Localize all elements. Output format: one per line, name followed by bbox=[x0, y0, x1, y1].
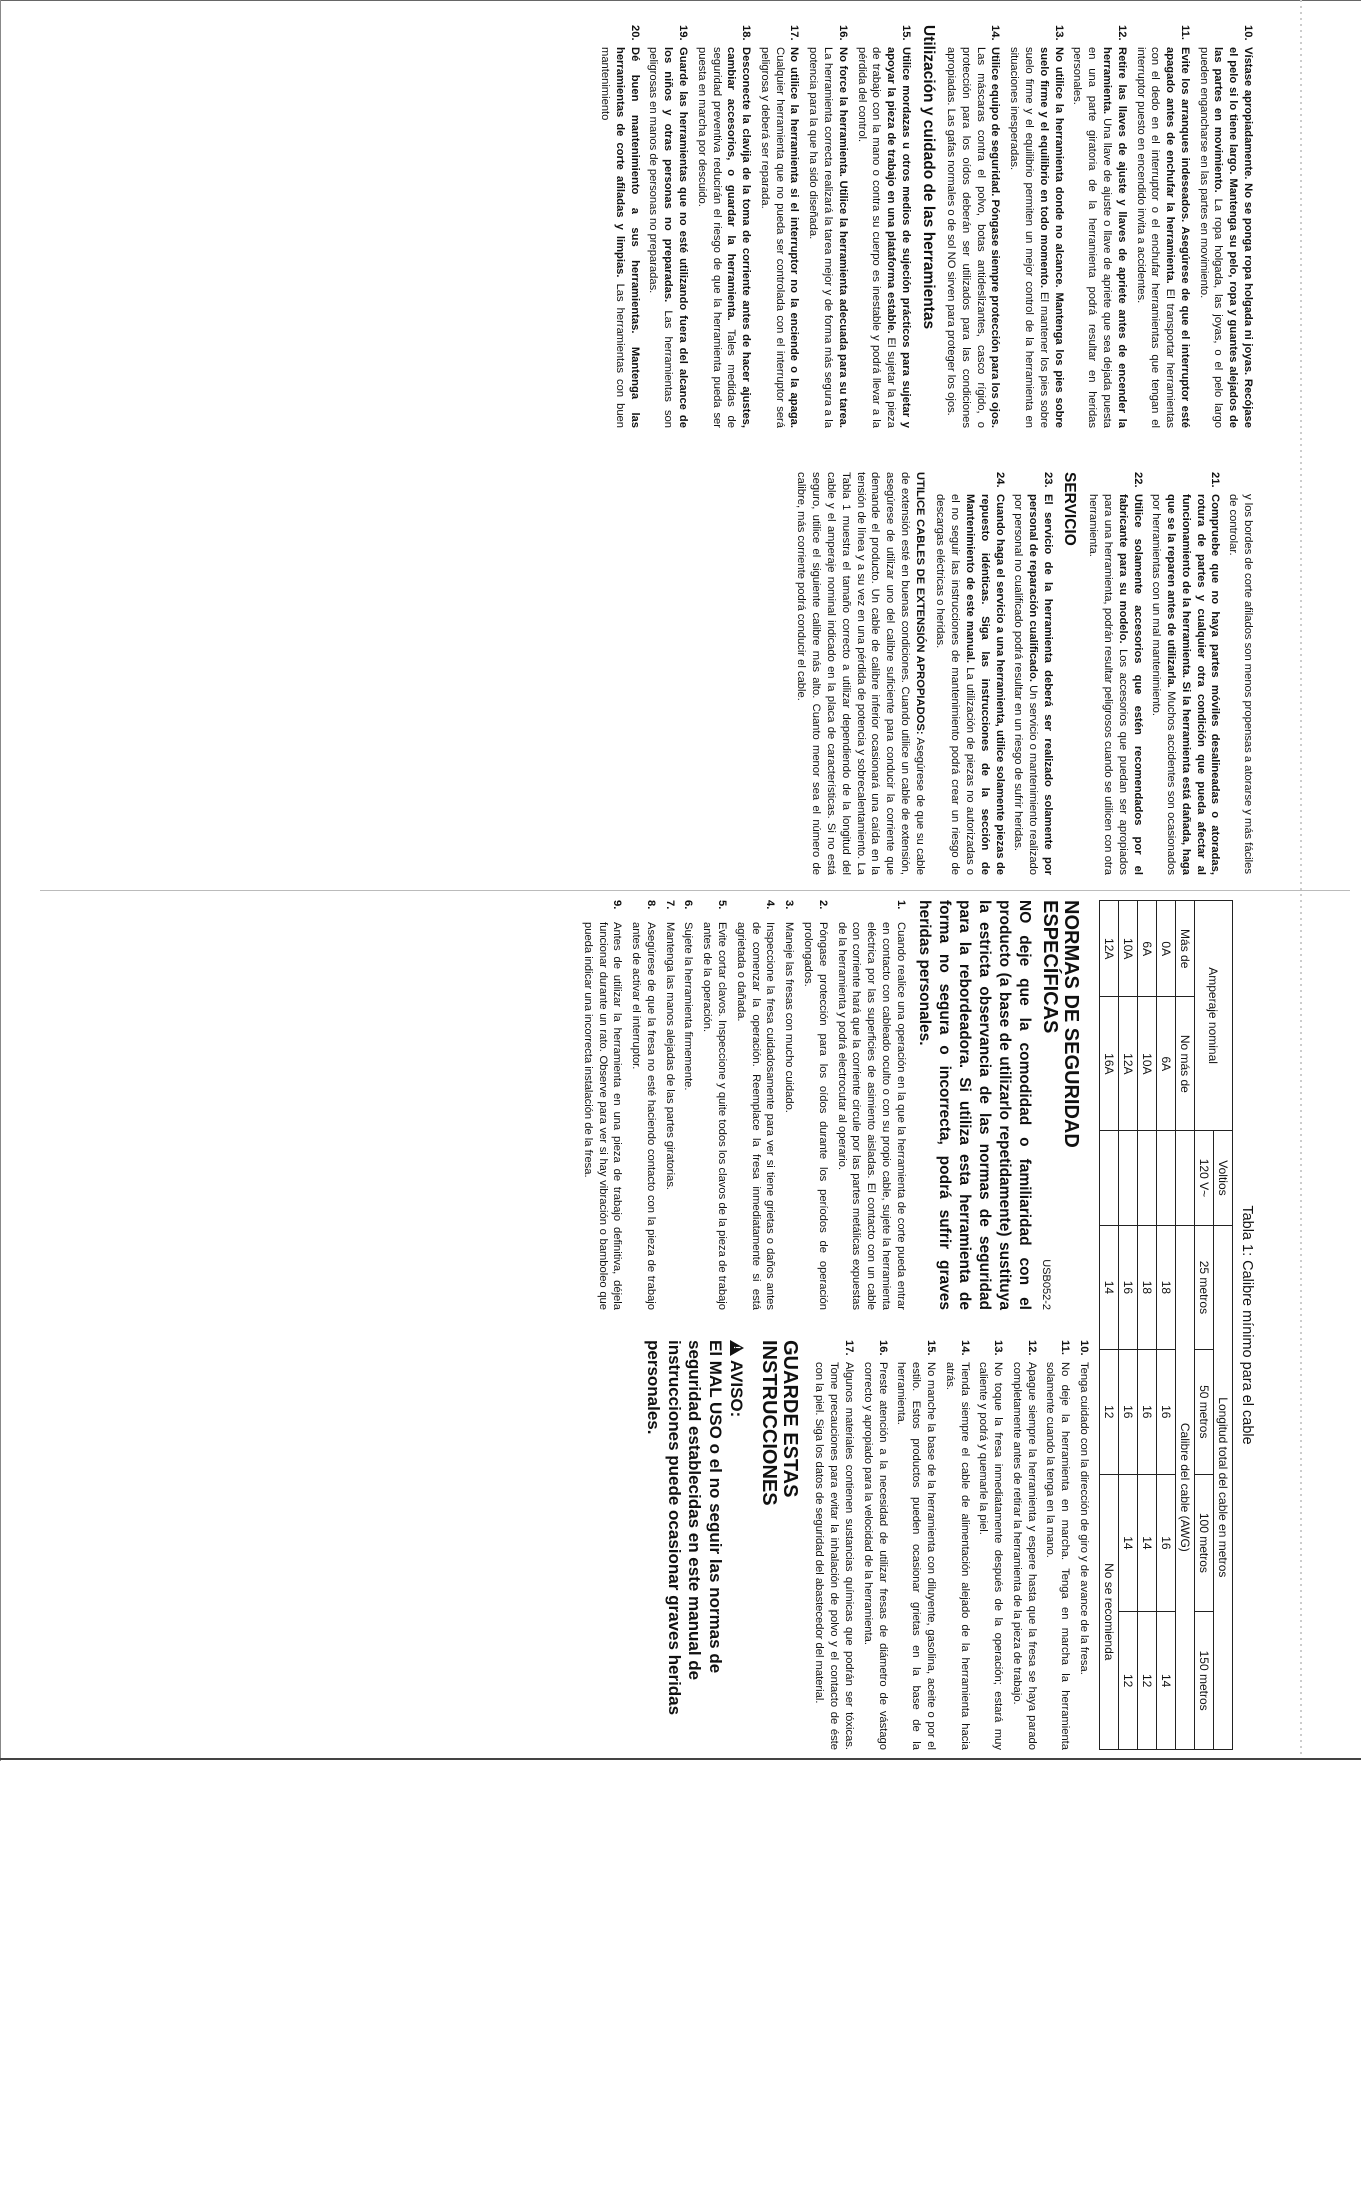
list-item-number: 18. bbox=[740, 25, 753, 41]
list-item bbox=[1009, 1340, 1039, 1750]
list-item-text bbox=[757, 47, 801, 428]
list-item-text: Tenga cuidado con la dirección de giro y de avance de la fresa. bbox=[1078, 1362, 1090, 1675]
list-item bbox=[1076, 1340, 1091, 1750]
list-item-body: El transportar herramientas con el dedo en el interruptor o el enchufar herramientas que tengan el interruptor puesto en encendido invita a accidentes. bbox=[1134, 47, 1177, 428]
list-item-text bbox=[597, 47, 641, 428]
list-item-body: El mantener los pies sobre suelo firme y el equilibrio permiten un mejor control de la herramienta en situaciones inesperadas. bbox=[1008, 47, 1050, 429]
list-item-body: El sujetar la pieza de trabajo con la mano o contra su cuerpo es inestable y podrá llevar a la pérdida del control. bbox=[855, 47, 898, 428]
list-item-number: 1. bbox=[894, 900, 907, 910]
list-item bbox=[860, 1340, 890, 1750]
list-item bbox=[733, 900, 777, 1310]
list-item-text bbox=[1133, 47, 1192, 428]
th-amperaje: Amperaje nominal bbox=[1195, 901, 1233, 1131]
list-item-text bbox=[1196, 47, 1255, 428]
list-item-number: 17. bbox=[843, 1340, 856, 1356]
list-item-body: Muchos accidentes son ocasionados por herramientas con un mal mantenimiento. bbox=[1150, 494, 1178, 875]
list-item-body: Las herramientas con buen mantenimiento bbox=[599, 47, 626, 428]
list-item-text bbox=[933, 494, 1007, 875]
list-item-bold: No utilice la herramienta donde no alcance. Mantenga los pies sobre suelo firme y el equilibrio en todo momento. bbox=[1037, 47, 1065, 428]
cables-text: Asegúrese de que su cable de extensión esté en buenas condiciones. Cuando utilice un cable de extensión, asegúrese de utilizar uno del calibre suficiente para conducir la corriente que demande el producto. Un cable de calibre inferior ocasionará una caída en la tensión de línea y a su vez en una pérdida de potencia y sobrecalentamiento. La Tabla 1 muestra el tamaño correcto a utilizar dependiendo de la longitud del cable y el amperaje nominal indicado en la placa de características. Si no está seguro, utilice el siguiente calibre más alto. Cuanto menor sea el número de calibre, más corriente podrá conducir el cable. bbox=[795, 472, 926, 875]
list-item-text bbox=[1011, 494, 1055, 875]
table-cell: 0A bbox=[1157, 901, 1176, 997]
th-len-25: 25 metros bbox=[1195, 1225, 1214, 1349]
table-cell: 14 bbox=[1138, 1474, 1157, 1612]
table-cell: 12 bbox=[1100, 1350, 1119, 1474]
list-item-number: 21. bbox=[1209, 472, 1222, 488]
aviso-text: El MAL USO o el no seguir las normas de seguridad establecidas en este manual de instrucciones puede ocasionar graves heridas personales. bbox=[643, 1340, 725, 1716]
list-item-body: Cualquier herramienta que no pueda ser controlada con el interruptor será peligrosa y deberá ser reparada. bbox=[758, 47, 786, 428]
table-cell: 16A bbox=[1100, 997, 1119, 1131]
list-item-number: 2. bbox=[816, 900, 829, 910]
table-cell: 12 bbox=[1138, 1612, 1157, 1750]
page19-column-1 bbox=[576, 900, 1091, 1310]
table-cell: 16 bbox=[1157, 1474, 1176, 1612]
list-item-bold: Retire las llaves de ajuste y llaves de apriete antes de encender la herramienta. bbox=[1100, 47, 1128, 428]
guarde-line1: GUARDE ESTAS bbox=[778, 1340, 801, 1498]
list-item-text: Algunos materiales contienen sustancias químicas que podrán ser tóxicas. Tome precauciones para evitar la inhalación de polvo y el contacto de éste con la piel. Siga los datos de seguridad del abastecedor del material. bbox=[813, 1362, 856, 1750]
scan-dotted-edge bbox=[1300, 0, 1302, 1761]
th-len-100: 100 metros bbox=[1195, 1474, 1214, 1612]
table-cell: 14 bbox=[1119, 1474, 1138, 1612]
list-item bbox=[942, 1340, 972, 1750]
table-cell-blank bbox=[1138, 1131, 1157, 1226]
list-item-number: 14. bbox=[958, 1340, 971, 1356]
list-item bbox=[1043, 1340, 1073, 1750]
norm-title-line2: ESPECÍFICAS bbox=[1039, 900, 1061, 1034]
page19-list-2 bbox=[812, 1340, 1091, 1750]
th-volt-value: 120 V~ bbox=[1195, 1131, 1214, 1226]
table-cell: 18 bbox=[1138, 1225, 1157, 1349]
list-item-bold: Vístase apropiadamente. No se ponga ropa holgada ni joyas. Recójase el pelo si lo tiene largo. Mantenga su pelo, ropa y guantes alejados de las partes en movimiento. bbox=[1212, 47, 1254, 428]
list-item-number: 24. bbox=[993, 472, 1006, 488]
page-19 bbox=[0, 900, 1255, 1750]
list-item bbox=[933, 472, 1007, 875]
list-item-number: 17. bbox=[788, 25, 801, 41]
list-item-number: 8. bbox=[644, 900, 657, 910]
list-item-number: 14. bbox=[989, 25, 1002, 41]
list-item-bold: El servicio de la herramienta deberá ser realizado solamente por personal de reparación cualificado. bbox=[1027, 494, 1054, 875]
page18-list-3 bbox=[1085, 472, 1222, 875]
list-item-bold: Utilice equipo de seguridad. Póngase siempre protección para los ojos. bbox=[989, 47, 1002, 428]
page18-column-1 bbox=[15, 25, 1255, 428]
list-item bbox=[662, 900, 677, 1310]
page18-list-4 bbox=[933, 472, 1055, 875]
th-calibre: Calibre del cable (AWG) bbox=[1176, 1225, 1195, 1749]
list-item-bold: Dé buen mantenimiento a sus herramientas. Mantenga las herramientas de corte afiladas y limpias. bbox=[613, 47, 641, 428]
page18-col2-intro: y los bordes de corte afilados son menos propensas a atorarse y más fáciles de controlar. bbox=[1227, 494, 1254, 874]
list-item bbox=[834, 900, 908, 1310]
list-item-body: Tales medidas de seguridad preventiva reducirán el riesgo de que la herramienta pueda ser puesta en marcha por descuido. bbox=[695, 47, 738, 428]
list-item-bold: Utilice mordazas u otros medios de sujeción prácticos para sujetar y apoyar la pieza de trabajo en una plataforma estable. bbox=[885, 47, 912, 428]
list-item-number: 10. bbox=[1078, 1340, 1090, 1356]
list-item-number: 11. bbox=[1059, 1340, 1072, 1355]
page19-list-1 bbox=[580, 900, 908, 1310]
table-cell: 6A bbox=[1157, 997, 1176, 1131]
table-cell-blank bbox=[1100, 1131, 1119, 1226]
list-item bbox=[854, 25, 913, 428]
norm-title-line1: NORMAS DE SEGURIDAD bbox=[1060, 900, 1082, 1148]
guarde-title bbox=[758, 1340, 800, 1750]
list-item-text bbox=[646, 47, 690, 428]
list-item-number: 15. bbox=[899, 25, 912, 41]
list-item-text bbox=[1149, 494, 1223, 875]
list-item-bold: Compruebe que no haya partes móviles desalineadas o atoradas, rotura de partes y cualquier otra condición que pueda afectar al funcionamiento de la herramienta. Si la herramienta está dañada, haga que se la reparen antes de utilizarla. bbox=[1165, 494, 1222, 875]
table-cell: 16 bbox=[1157, 1350, 1176, 1474]
list-item-text bbox=[805, 47, 849, 428]
cable-gauge-table bbox=[1099, 900, 1233, 1750]
list-item-number: 12. bbox=[1115, 25, 1128, 41]
list-item bbox=[1011, 472, 1055, 875]
specific-warning: NO deje que la comodidad o familiaridad con el producto (a base de utilizarlo repetidamente) sustituya la estricta observancia de las normas de seguridad para la rebordeadora. Si utiliza esta herramienta de forma no segura o incorrecta, podrá sufrir graves heridas personales. bbox=[915, 900, 1034, 1310]
table-cell: 16 bbox=[1119, 1225, 1138, 1349]
guarde-line2: INSTRUCCIONES bbox=[757, 1340, 780, 1506]
cables-paragraph bbox=[794, 472, 927, 875]
page19-column-2 bbox=[576, 1340, 1091, 1750]
list-item bbox=[1196, 25, 1255, 428]
th-longitud: Longitud total del cable en metros bbox=[1214, 1225, 1233, 1749]
warning-triangle-icon bbox=[730, 1340, 744, 1356]
list-item-text: Inspeccione la fresa cuidadosamente para ver si tiene grietas o daños antes de comenzar la operación. Reemplace la fresa inmediatamente si está agrietada o dañada. bbox=[734, 922, 777, 1310]
list-item-number: 5. bbox=[716, 900, 729, 910]
list-item-body: Los accesorios que puedan ser apropiados para una herramienta, podrán resultar peligrosos cuando se utilicen con otra herramienta. bbox=[1087, 494, 1129, 875]
list-item-number: 12. bbox=[1025, 1340, 1038, 1356]
table-cell: 18 bbox=[1157, 1225, 1176, 1349]
list-item-bold: No utilice la herramienta si el interruptor no la enciende o la apaga. bbox=[788, 47, 801, 428]
list-item-text: Mantenga las manos alejadas de las partes giratorias. bbox=[663, 922, 676, 1191]
list-item-text bbox=[854, 47, 913, 428]
list-item-text: No deje la herramienta en marcha. Tenga en marcha la herramienta solamente cuando la tenga en la mano. bbox=[1044, 1362, 1072, 1750]
table-cell: 16 bbox=[1138, 1350, 1157, 1474]
list-item bbox=[757, 25, 801, 428]
list-item-text: Cuando realice una operación en la que la herramienta de corte pueda entrar en contacto con cableado oculto o con su propio cable, sujete la herramienta eléctrica por las superficies de asimiento aisladas. El contacto con un cable con corriente hará que la corriente circule por las partes metálicas expuestas de la herramienta y podrá electrocutar al operario. bbox=[835, 922, 907, 1310]
doc-code: USB052-2 bbox=[1040, 1259, 1052, 1310]
list-item-text: Tienda siempre el cable de alimentación alejado de la herramienta hacia atrás. bbox=[943, 1362, 971, 1750]
page-fold-line bbox=[40, 890, 1350, 891]
list-item-number: 16. bbox=[836, 25, 849, 41]
list-item bbox=[1007, 25, 1066, 428]
list-item-number: 20. bbox=[628, 25, 641, 41]
list-item-text bbox=[943, 47, 1002, 428]
list-item-text: No toque la fresa inmediatamente después de la operación; estará muy caliente y podrá y quemarle la piel. bbox=[977, 1362, 1005, 1750]
table-cell-blank bbox=[1119, 1131, 1138, 1226]
list-item-bold: No force la herramienta. Utilice la herramienta adecuada para su tarea. bbox=[836, 47, 849, 428]
list-item-body: Un servicio o mantenimiento realizado por personal no cualificado podrá resultar en un riesgo de sufrir heridas. bbox=[1012, 494, 1040, 875]
list-item-number: 7. bbox=[663, 900, 676, 910]
list-item-text: Maneje las fresas con mucho cuidado. bbox=[783, 922, 796, 1113]
list-item bbox=[805, 25, 849, 428]
list-item-number: 15. bbox=[924, 1340, 937, 1356]
list-item-number: 19. bbox=[676, 25, 689, 41]
list-item-number: 13. bbox=[992, 1340, 1005, 1356]
list-item-number: 16. bbox=[876, 1340, 889, 1356]
list-item-text: Póngase protección para los oídos durante los períodos de operación prolongados. bbox=[801, 922, 829, 1310]
list-item-bold: Evite los arranques indeseados. Asegúrese de que el interruptor esté apagado antes de enchufar la herramienta. bbox=[1164, 47, 1191, 428]
list-item bbox=[943, 25, 1002, 428]
table-cell: No se recomienda bbox=[1100, 1474, 1119, 1749]
th-len-50: 50 metros bbox=[1195, 1350, 1214, 1474]
list-item bbox=[976, 1340, 1006, 1750]
list-item-number: 6. bbox=[682, 900, 695, 910]
list-item-number: 10. bbox=[1242, 25, 1254, 41]
scan-edge-top bbox=[0, 0, 1361, 1]
page18-list-2 bbox=[597, 25, 913, 428]
list-item-number: 22. bbox=[1131, 472, 1144, 488]
aviso-title: AVISO: bbox=[726, 1360, 746, 1418]
list-item bbox=[1149, 472, 1223, 875]
list-item-number: 4. bbox=[764, 900, 777, 910]
th-blank bbox=[1176, 1131, 1195, 1226]
table-row bbox=[1119, 901, 1138, 1750]
list-item-text: Asegúrese de que la fresa no esté haciendo contacto con la pieza de trabajo antes de activar el interruptor. bbox=[630, 922, 657, 1310]
list-item bbox=[628, 900, 658, 1310]
table-cell: 10A bbox=[1138, 997, 1157, 1131]
list-item bbox=[1070, 25, 1129, 428]
cables-heading: UTILICE CABLES DE EXTENSIÓN APROPIADOS: bbox=[913, 472, 926, 735]
table-cell: 12A bbox=[1100, 901, 1119, 997]
list-item bbox=[681, 900, 696, 1310]
list-item-text bbox=[694, 47, 753, 428]
table-row bbox=[1100, 901, 1119, 1750]
table-cell: 10A bbox=[1119, 901, 1138, 997]
list-item-body: La herramienta correcta realizará la tarea mejor y de forma más segura a la potencia para la que ha sido diseñada. bbox=[807, 47, 835, 428]
section-title-utilizacion: Utilización y cuidado de las herramientas bbox=[920, 25, 938, 330]
table-title: Tabla 1: Calibre mínimo para el cable bbox=[1239, 1205, 1255, 1445]
page-18 bbox=[0, 25, 1255, 875]
list-item-number: 9. bbox=[611, 900, 624, 910]
list-item bbox=[812, 1340, 856, 1750]
list-item-bold: Utilice solamente accesorios que estén recomendados por el fabricante para su modelo. bbox=[1116, 494, 1144, 875]
list-item-bold: Cuando haga el servicio a una herramienta, utilice solamente piezas de repuesto idénticas. Siga las instrucciones de la sección de Mantenimiento de este manual. bbox=[964, 494, 1006, 875]
list-item-text: Preste atención a la necesidad de utilizar fresas de diámetro de vástago correcto y apropiado para la velocidad de la herramienta. bbox=[861, 1362, 889, 1750]
th-len-150: 150 metros bbox=[1195, 1612, 1214, 1750]
list-item-bold: Desconecte la clavija de la toma de corriente antes de hacer ajustes, cambiar accesorios, o guardar la herramienta. bbox=[725, 47, 753, 428]
list-item-body: Las máscaras contra el polvo, botas antideslizantes, casco rígido, o protección para los oídos deberán ser utilizados para las condiciones apropiadas. Las gafas normales o de sol NO sirven para proteger los ojos. bbox=[945, 47, 987, 428]
th-no-mas-de: No más de bbox=[1176, 997, 1195, 1131]
table-cell-blank bbox=[1157, 1131, 1176, 1226]
table-row bbox=[1157, 901, 1176, 1750]
list-item bbox=[781, 900, 796, 1310]
list-item-body: Una llave de ajuste o llave de apriete que sea dejada puesta en una parte giratoria de la herramienta podrá resultar en heridas personales. bbox=[1071, 47, 1113, 428]
list-item-text: Apague siempre la herramienta y espere hasta que la fresa se haya parado completamente antes de retirar la herramienta de la pieza de trabajo. bbox=[1010, 1362, 1038, 1750]
table-cell: 14 bbox=[1157, 1612, 1176, 1750]
table-cell: 16 bbox=[1119, 1350, 1138, 1474]
list-item-body: La ropa holgada, las joyas, o el pelo largo pueden engancharse en las partes en movimiento. bbox=[1197, 47, 1225, 428]
list-item-text: No manche la base de la herramienta con diluyente, gasolina, aceite o por el estilo. Estos productos pueden ocasionar grietas en la base de la herramienta. bbox=[895, 1362, 937, 1750]
table-cell: 12 bbox=[1119, 1612, 1138, 1750]
list-item-number: 13. bbox=[1052, 25, 1065, 41]
section-title-servicio: SERVICIO bbox=[1061, 472, 1079, 546]
list-item-text bbox=[1070, 47, 1129, 428]
list-item bbox=[646, 25, 690, 428]
list-item-text: Sujete la herramienta firmemente. bbox=[682, 922, 695, 1091]
list-item-number: 11. bbox=[1178, 25, 1191, 40]
table-cell: 12A bbox=[1119, 997, 1138, 1131]
list-item-bold: Guarde las herramientas que no esté utilizando fuera del alcance de los niños y otras personas no preparadas. bbox=[662, 47, 689, 428]
list-item-number: 23. bbox=[1041, 472, 1054, 488]
list-item-text bbox=[1085, 494, 1144, 875]
list-item bbox=[699, 900, 729, 1310]
th-mas-de: Más de bbox=[1176, 901, 1195, 997]
list-item-number: 3. bbox=[783, 900, 796, 910]
list-item-text: Antes de utilizar la herramienta en una pieza de trabajo definitiva, déjela funcionar durante un rato. Observe para ver si hay vibración o bamboleo que pueda indicar una incorrecta instalación de la fresa. bbox=[581, 922, 624, 1310]
list-item bbox=[580, 900, 624, 1310]
th-voltios: Voltios bbox=[1214, 1131, 1233, 1226]
list-item bbox=[694, 25, 753, 428]
list-item bbox=[1085, 472, 1144, 875]
table-cell: 14 bbox=[1100, 1225, 1119, 1349]
list-item bbox=[894, 1340, 938, 1750]
list-item-body: Las herramientas son peligrosas en manos de personas no preparadas. bbox=[647, 47, 675, 428]
page18-column-2 bbox=[15, 472, 1255, 875]
aviso-block bbox=[642, 1340, 746, 1750]
page18-list-1 bbox=[943, 25, 1255, 428]
scan-edge-bottom bbox=[0, 1758, 1361, 1760]
list-item bbox=[800, 900, 830, 1310]
list-item bbox=[1133, 25, 1192, 428]
table-row bbox=[1138, 901, 1157, 1750]
table-cell: 6A bbox=[1138, 901, 1157, 997]
list-item-body: La utilización de piezas no autorizadas o el no seguir las instrucciones de mantenimiento podrá crear un riesgo de descargas eléctricas o heridas. bbox=[934, 494, 977, 875]
list-item-text bbox=[1007, 47, 1066, 428]
list-item bbox=[597, 25, 641, 428]
list-item-text: Evite cortar clavos. Inspeccione y quite todos los clavos de la pieza de trabajo antes de la operación. bbox=[701, 922, 729, 1310]
